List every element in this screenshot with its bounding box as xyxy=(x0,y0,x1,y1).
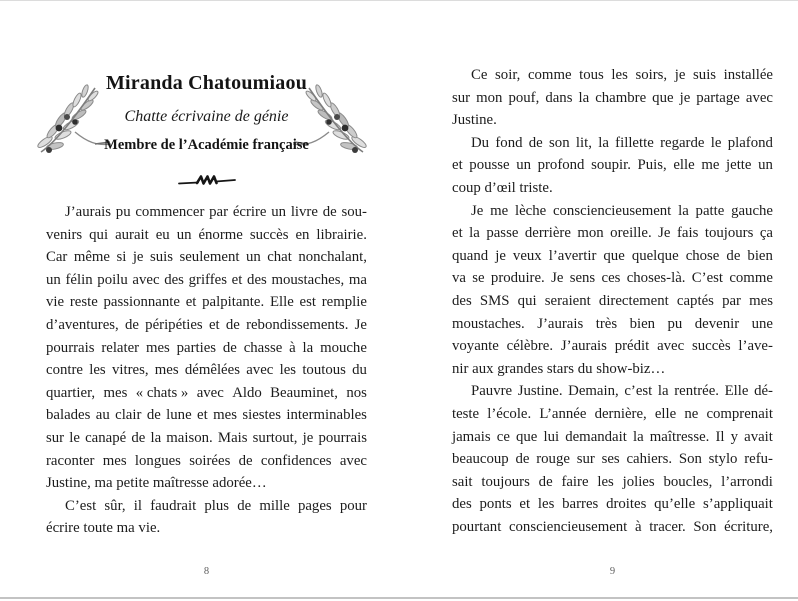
paragraph xyxy=(46,201,367,495)
text-line: Ce soir, comme tous les soirs, je suis installée xyxy=(471,67,773,83)
text-line: sur mon pouf, dans la chambre que je partage avec xyxy=(452,89,773,106)
text-line: pourtant consciencieusement à tracer. Son écriture, xyxy=(452,518,773,535)
page-number: 8 xyxy=(203,566,210,577)
text-line: et la passe derrière mon oreille. Je fais toujours ça xyxy=(452,225,773,242)
squiggle-divider-icon xyxy=(177,172,237,188)
text-line: sait toujours de faire les jolies boucles, l’arrondi xyxy=(452,473,773,490)
paragraph xyxy=(452,132,773,200)
text-line: écrire toute ma vie. xyxy=(46,520,161,537)
text-line: venirs qui aurait eu un énorme succès en librairie. xyxy=(46,226,367,243)
text-line: C’est sûr, il faudrait plus de mille pages pour xyxy=(65,497,367,514)
text-line: beaucoup de rouge sur ses cahiers. Son stylo refu- xyxy=(452,451,773,468)
text-line: J’aurais pu commencer par écrire un livre de sou- xyxy=(65,204,367,220)
olive-branch-icon xyxy=(35,84,111,170)
paragraph xyxy=(452,380,773,538)
text-line: jamais ce que lui demandait la maîtresse. Il y avait xyxy=(452,428,773,445)
text-line: teste l’école. L’année dernière, elle ne comprenait xyxy=(452,405,773,422)
text-line: et pousse un profond soupir. Puis, elle me jette un xyxy=(452,157,773,174)
text-line: Justine, ma petite maîtresse adorée… xyxy=(46,475,267,492)
text-line: des SMS qui seraient directement captés par mes xyxy=(452,292,773,309)
text-line: quand je veux l’avertir que quelque chose de bien xyxy=(452,247,773,264)
text-line: raconter mes longues soirées de confidences avec xyxy=(46,452,367,469)
page-body xyxy=(452,64,773,538)
author-role: Chatte écrivaine de génie xyxy=(124,108,289,125)
text-line: quartier, mes « chats » avec Aldo Beauminet, nos xyxy=(46,384,367,401)
text-line: vie reste passionnante et palpitante. Elle est remplie xyxy=(46,294,367,311)
page-left xyxy=(46,0,367,601)
page-number: 9 xyxy=(609,566,616,577)
paragraph xyxy=(452,200,773,381)
text-line: des ponts et les barres droites qu’elle s’appliquait xyxy=(452,496,773,513)
author-name: Miranda Chatoumiaou xyxy=(105,72,308,94)
text-line: Car même si je suis seulement un chat nonchalant, xyxy=(46,249,367,266)
text-line: coup d’œil triste. xyxy=(452,179,553,196)
text-line: Justine. xyxy=(452,112,497,129)
page-body xyxy=(46,201,367,540)
text-line: nir aux grandes stars du show-biz… xyxy=(452,360,666,377)
text-line: d’aventures, de péripéties et de rebondissements. Je xyxy=(46,316,367,333)
text-line: moustaches. J’aurais très bien pu devenir une xyxy=(452,315,773,332)
text-line: Je me lèche consciencieusement la patte gauche xyxy=(471,202,773,219)
paragraph xyxy=(452,64,773,132)
text-line: contre les vitres, mes démêlées avec les toutous du xyxy=(46,362,367,379)
text-line: un félin poilu avec des griffes et des moustaches, ma xyxy=(46,271,367,288)
author-membership: Membre de l’Académie française xyxy=(104,137,309,153)
text-line: voyante célèbre. J’aurais prédit avec succès l’ave- xyxy=(452,338,773,355)
page-right xyxy=(452,0,773,601)
bottom-edge-line xyxy=(0,597,798,599)
text-line: Du fond de son lit, la fillette regarde le plafond xyxy=(471,134,773,151)
paragraph xyxy=(46,495,367,540)
olive-branch-icon xyxy=(293,84,369,170)
text-line: Pauvre Justine. Demain, c’est la rentrée. Elle dé- xyxy=(471,383,773,400)
text-line: sur le canapé de la maison. Mais surtout, je pourrais xyxy=(46,429,367,446)
text-line: balades au clair de lune et mes siestes interminables xyxy=(46,407,367,424)
text-line: va se produire. Je sens ces choses-là. C’est comme xyxy=(452,270,773,287)
text-line: pourrais relater mes parties de chasse à la mouche xyxy=(46,339,367,356)
